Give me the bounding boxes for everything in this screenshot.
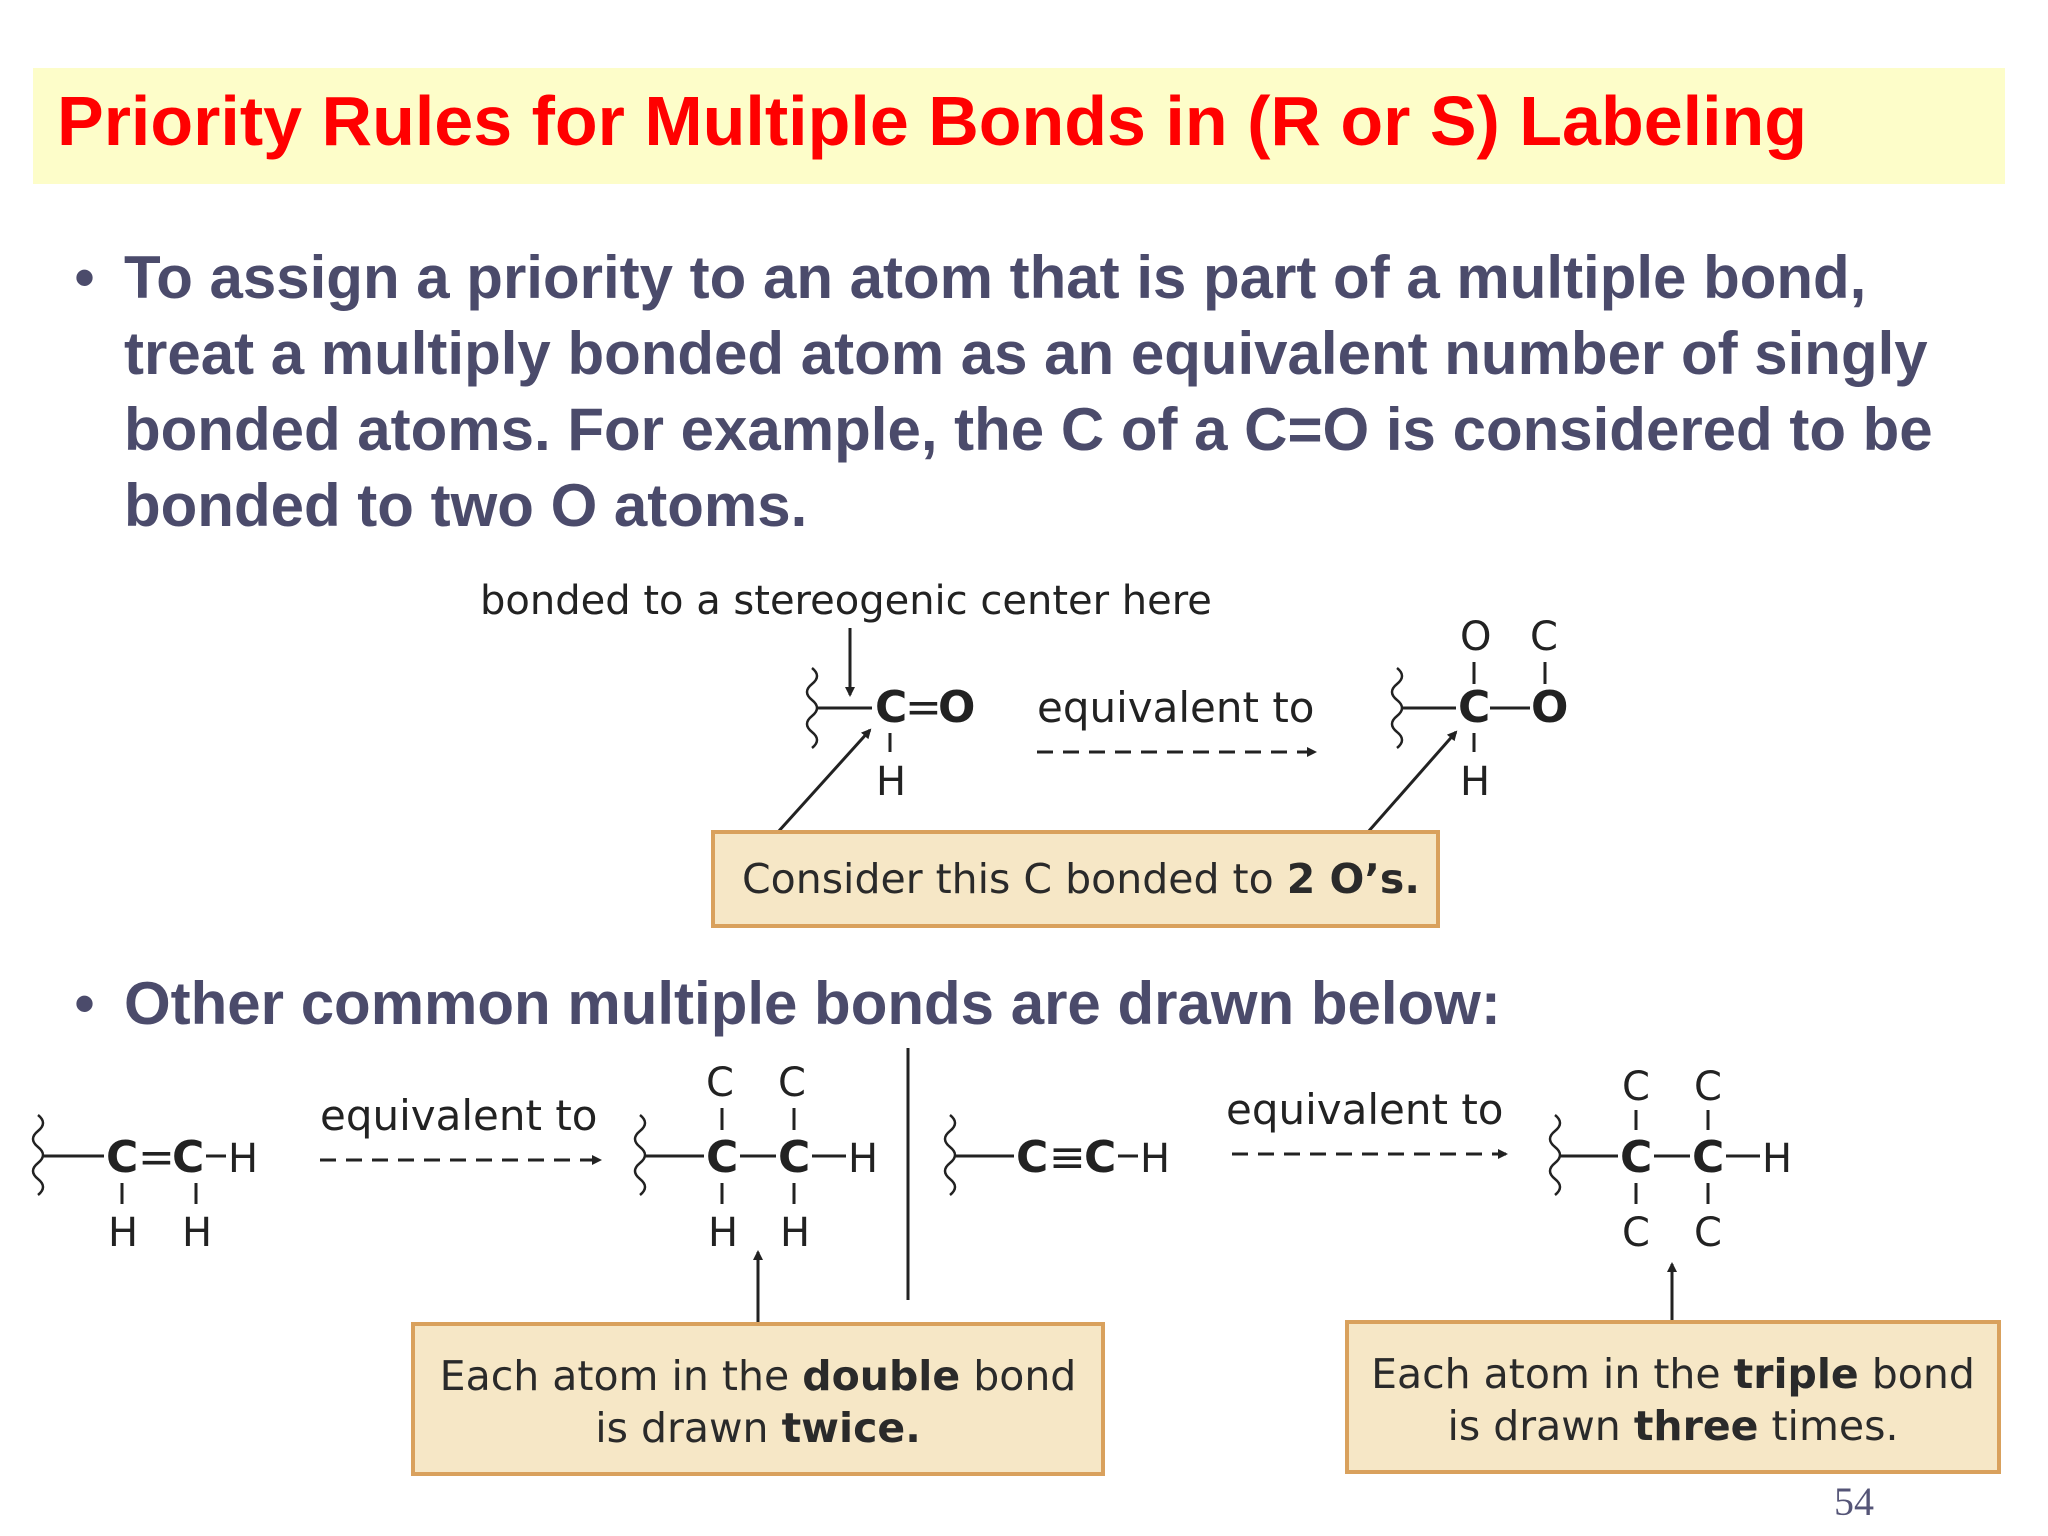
wavy-bond-icon [1550, 1115, 1560, 1195]
svg-text:=: = [905, 682, 942, 733]
svg-text:C: C [106, 1132, 139, 1183]
wavy-bond-icon [807, 668, 817, 748]
svg-text:C: C [172, 1132, 205, 1183]
svg-text:C: C [1692, 1132, 1725, 1183]
svg-text:≡: ≡ [1049, 1132, 1086, 1183]
svg-text:C: C [1620, 1132, 1653, 1183]
bullet-dot: • [74, 244, 96, 311]
svg-text:=: = [138, 1132, 175, 1183]
equivalent-label-triple: equivalent to [1226, 1085, 1504, 1134]
svg-text:C: C [1622, 1210, 1650, 1256]
note-text-triple-line1: Each atom in the triple bond [1371, 1350, 1975, 1398]
svg-text:H: H [228, 1136, 259, 1182]
svg-text:C: C [1694, 1210, 1722, 1256]
diagram-carbonyl [480, 578, 1568, 926]
note-text-triple-line2: is drawn three times. [1447, 1402, 1899, 1450]
svg-text:H: H [1460, 759, 1491, 805]
equivalent-label-top: equivalent to [1037, 683, 1315, 732]
bullet-dot: • [74, 970, 96, 1037]
svg-text:O: O [938, 682, 976, 733]
svg-text:H: H [780, 1210, 811, 1256]
svg-text:H: H [108, 1210, 139, 1256]
slide-title: Priority Rules for Multiple Bonds in (R or S) Labeling [57, 82, 1808, 160]
svg-text:C: C [1084, 1132, 1117, 1183]
stereocenter-annotation: bonded to a stereogenic center here [480, 578, 1212, 624]
bullet-text: Other common multiple bonds are drawn below: [124, 970, 1501, 1037]
wavy-bond-icon [1392, 668, 1402, 748]
wavy-bond-icon [635, 1115, 645, 1195]
svg-text:C: C [1694, 1064, 1722, 1110]
svg-text:C: C [1622, 1064, 1650, 1110]
svg-text:H: H [848, 1136, 879, 1182]
svg-text:C: C [778, 1060, 806, 1106]
bullet-text: To assign a priority to an atom that is part of a multiple bond, treat a multiply bonded atom as an equivalent number of singly bonded atoms. For example, the C of a C=O is considered to be bonded to two O atoms. [124, 244, 1933, 539]
equivalent-label-double: equivalent to [320, 1091, 598, 1140]
diagram-double-bond [33, 1060, 1103, 1474]
svg-text:H: H [708, 1210, 739, 1256]
wavy-bond-icon [33, 1115, 43, 1195]
note-text-double-line1: Each atom in the double bond [439, 1352, 1077, 1400]
page-number: 54 [1834, 1479, 1874, 1524]
note-text-double-line2: is drawn twice. [595, 1404, 921, 1452]
svg-text:C: C [875, 682, 908, 733]
svg-text:C: C [778, 1132, 811, 1183]
svg-text:O: O [1531, 682, 1569, 733]
svg-text:H: H [182, 1210, 213, 1256]
svg-text:C: C [706, 1132, 739, 1183]
svg-text:H: H [1140, 1136, 1171, 1182]
svg-text:C: C [706, 1060, 734, 1106]
note-text-top: Consider this C bonded to 2 O’s. [742, 855, 1420, 903]
svg-text:C: C [1530, 614, 1558, 660]
svg-text:C: C [1458, 682, 1491, 733]
svg-text:H: H [1762, 1136, 1793, 1182]
svg-text:H: H [876, 759, 907, 805]
svg-text:C: C [1016, 1132, 1049, 1183]
svg-text:O: O [1460, 614, 1492, 660]
wavy-bond-icon [945, 1115, 955, 1195]
